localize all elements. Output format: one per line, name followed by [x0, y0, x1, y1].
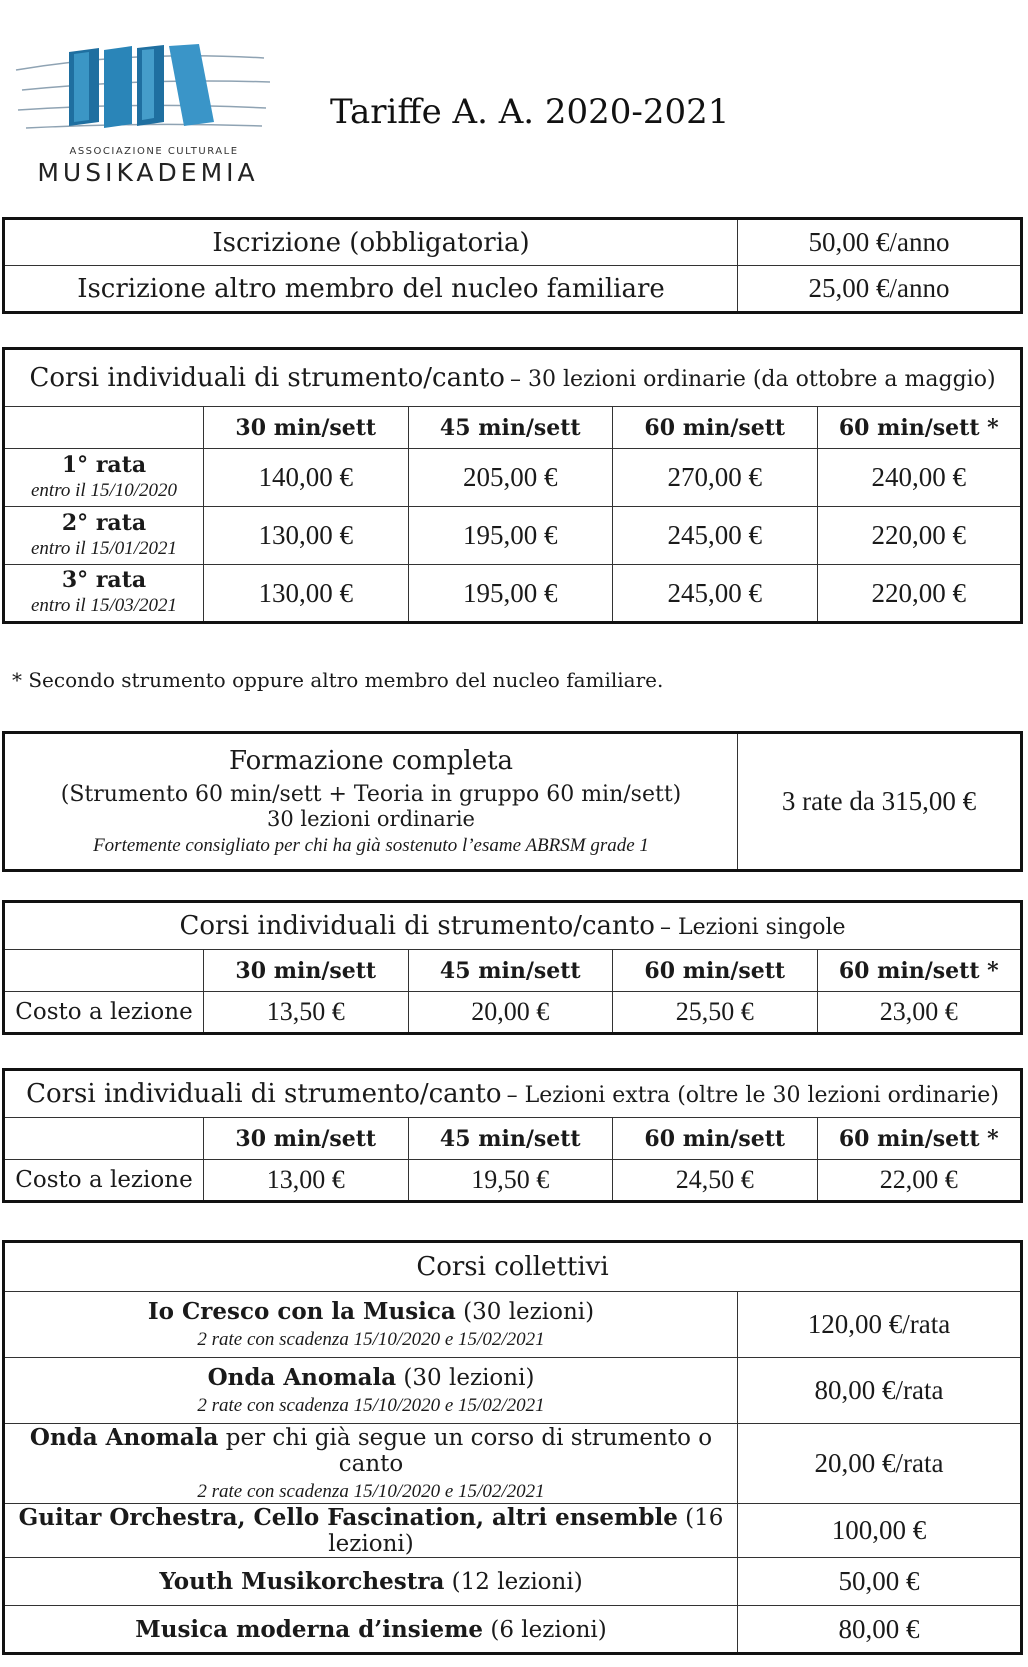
registration-label: Iscrizione (obbligatoria) [4, 219, 738, 266]
section-title [4, 349, 1022, 407]
extra-lessons-table [2, 1068, 1023, 1203]
rata-label: 2° rata [61, 509, 147, 536]
rata-date: entro il 15/03/2021 [30, 595, 178, 616]
course-name-detail: (30 lezioni) [455, 1299, 595, 1325]
column-header: 60 min/sett * [817, 407, 1022, 449]
registration-table [2, 217, 1023, 314]
table-row [4, 1424, 1022, 1504]
price-cell: 25,50 € [613, 992, 818, 1034]
complete-line-3: Fortemente consigliato per chi ha già sostenuto l’esame ABRSM grade 1 [93, 835, 649, 856]
price-cell: 130,00 € [204, 507, 409, 565]
page-title: Tariffe A. A. 2020-2021 [330, 92, 730, 132]
course-cell [4, 1606, 738, 1654]
course-name [5, 1298, 737, 1325]
course-cell [4, 1358, 738, 1424]
table-row [4, 992, 1022, 1034]
course-note: 2 rate con scadenza 15/10/2020 e 15/02/2021 [197, 1395, 545, 1416]
column-header: 60 min/sett [613, 950, 818, 992]
column-header-row [4, 950, 1022, 992]
individual-courses-table [2, 347, 1023, 624]
course-name-main: Musica moderna d’insieme [135, 1615, 484, 1643]
course-name-detail: per chi già segue un corso di strumento o canto [218, 1425, 713, 1477]
table-header-row [4, 1242, 1022, 1292]
column-header: 60 min/sett * [817, 1118, 1022, 1160]
table-row [4, 1504, 1022, 1558]
table-row [4, 1558, 1022, 1606]
column-header: 30 min/sett [204, 1118, 409, 1160]
column-header: 30 min/sett [204, 950, 409, 992]
column-header: 45 min/sett [408, 950, 613, 992]
price-cell: 13,00 € [204, 1160, 409, 1202]
section-title-sub: – Lezioni extra (oltre le 30 lezioni ordinarie) [506, 1083, 999, 1108]
table-row [4, 1358, 1022, 1424]
course-name [5, 1424, 737, 1477]
column-header: 60 min/sett [613, 1118, 818, 1160]
price-cell: 195,00 € [408, 507, 613, 565]
rata-date: entro il 15/10/2020 [30, 479, 178, 501]
rata-cell [4, 507, 204, 565]
column-header: 60 min/sett [613, 407, 818, 449]
course-name-detail: (30 lezioni) [396, 1365, 535, 1391]
column-header: 60 min/sett * [817, 950, 1022, 992]
logo-graphic [14, 40, 276, 140]
complete-price: 3 rate da 315,00 € [738, 733, 1022, 871]
section-title [4, 1070, 1022, 1118]
course-name-main: Io Cresco con la Musica [147, 1298, 456, 1325]
section-title-main: Corsi individuali di strumento/canto [179, 911, 655, 941]
empty-cell [4, 407, 204, 449]
price-cell: 220,00 € [817, 507, 1022, 565]
rata-label: 1° rata [61, 451, 147, 478]
table-row [4, 507, 1022, 565]
column-header-row [4, 407, 1022, 449]
price-cell: 240,00 € [817, 449, 1022, 507]
course-name-main: Onda Anomala [29, 1424, 219, 1451]
section-title-sub: – 30 lezioni ordinarie (da ottobre a maggio) [510, 367, 996, 392]
complete-description [4, 733, 738, 871]
column-header: 30 min/sett [204, 407, 409, 449]
section-title-sub: – Lezioni singole [659, 915, 846, 940]
price-cell: 23,00 € [817, 992, 1022, 1034]
course-name-main: Onda Anomala [207, 1364, 397, 1391]
price-cell: 220,00 € [817, 565, 1022, 623]
price-cell: 140,00 € [204, 449, 409, 507]
row-label: Costo a lezione [4, 992, 204, 1034]
rata-cell [4, 565, 204, 623]
price-cell: 22,00 € [817, 1160, 1022, 1202]
table-header-row [4, 902, 1022, 950]
table-row [4, 266, 1022, 313]
course-note: 2 rate con scadenza 15/10/2020 e 15/02/2021 [197, 1329, 545, 1350]
table-header-row [4, 349, 1022, 407]
course-note: 2 rate con scadenza 15/10/2020 e 15/02/2021 [197, 1481, 545, 1502]
course-cell [4, 1292, 738, 1358]
empty-cell [4, 1118, 204, 1160]
course-price: 120,00 €/rata [738, 1292, 1022, 1358]
rata-label: 3° rata [61, 567, 147, 593]
price-cell: 245,00 € [613, 507, 818, 565]
column-header: 45 min/sett [408, 407, 613, 449]
price-cell: 19,50 € [408, 1160, 613, 1202]
rata-date: entro il 15/01/2021 [30, 537, 178, 559]
course-cell [4, 1504, 738, 1558]
section-title [4, 902, 1022, 950]
logo-name: MUSIKADEMIA [37, 158, 259, 187]
table-row [4, 733, 1022, 871]
price-cell: 20,00 € [408, 992, 613, 1034]
price-cell: 24,50 € [613, 1160, 818, 1202]
row-label: Costo a lezione [4, 1160, 204, 1202]
registration-price: 25,00 €/anno [738, 266, 1022, 313]
table-row [4, 449, 1022, 507]
course-name-main: Guitar Orchestra, Cello Fascination, altri ensemble [18, 1504, 678, 1531]
course-price: 80,00 €/rata [738, 1358, 1022, 1424]
empty-cell [4, 950, 204, 992]
course-price: 80,00 € [738, 1606, 1022, 1654]
rata-cell [4, 449, 204, 507]
price-cell: 130,00 € [204, 565, 409, 623]
column-header: 45 min/sett [408, 1118, 613, 1160]
complete-training-table [2, 731, 1023, 872]
course-price: 50,00 € [738, 1558, 1022, 1606]
logo [14, 40, 276, 190]
collective-title: Corsi collettivi [4, 1242, 1022, 1292]
table-row [4, 565, 1022, 623]
price-cell: 245,00 € [613, 565, 818, 623]
price-cell: 205,00 € [408, 449, 613, 507]
registration-label: Iscrizione altro membro del nucleo familiare [4, 266, 738, 313]
logo-subtitle: ASSOCIAZIONE CULTURALE [69, 146, 239, 157]
collective-courses-table [2, 1240, 1023, 1655]
course-cell [4, 1424, 738, 1504]
course-name-detail: (16 lezioni) [328, 1505, 724, 1557]
price-cell: 13,50 € [204, 992, 409, 1034]
complete-title: Formazione completa [228, 746, 514, 776]
table-header-row [4, 1070, 1022, 1118]
course-price: 100,00 € [738, 1504, 1022, 1558]
table-row [4, 219, 1022, 266]
course-name [5, 1364, 737, 1391]
course-cell [4, 1558, 738, 1606]
complete-line-2: 30 lezioni ordinarie [267, 807, 475, 831]
price-cell: 270,00 € [613, 449, 818, 507]
table-row [4, 1160, 1022, 1202]
course-name-detail: (12 lezioni) [444, 1569, 583, 1595]
course-name-detail: (6 lezioni) [483, 1616, 607, 1643]
section-title-main: Corsi individuali di strumento/canto [29, 363, 505, 393]
price-cell: 195,00 € [408, 565, 613, 623]
section-title-main: Corsi individuali di strumento/canto [26, 1079, 502, 1109]
course-price: 20,00 €/rata [738, 1424, 1022, 1504]
single-lessons-table [2, 900, 1023, 1035]
footnote: * Secondo strumento oppure altro membro del nucleo familiare. [12, 668, 664, 692]
course-name-main: Youth Musikorchestra [159, 1568, 445, 1595]
registration-price: 50,00 €/anno [738, 219, 1022, 266]
complete-line-1: (Strumento 60 min/sett + Teoria in gruppo 60 min/sett) [60, 782, 682, 807]
table-row [4, 1292, 1022, 1358]
table-row [4, 1606, 1022, 1654]
column-header-row [4, 1118, 1022, 1160]
